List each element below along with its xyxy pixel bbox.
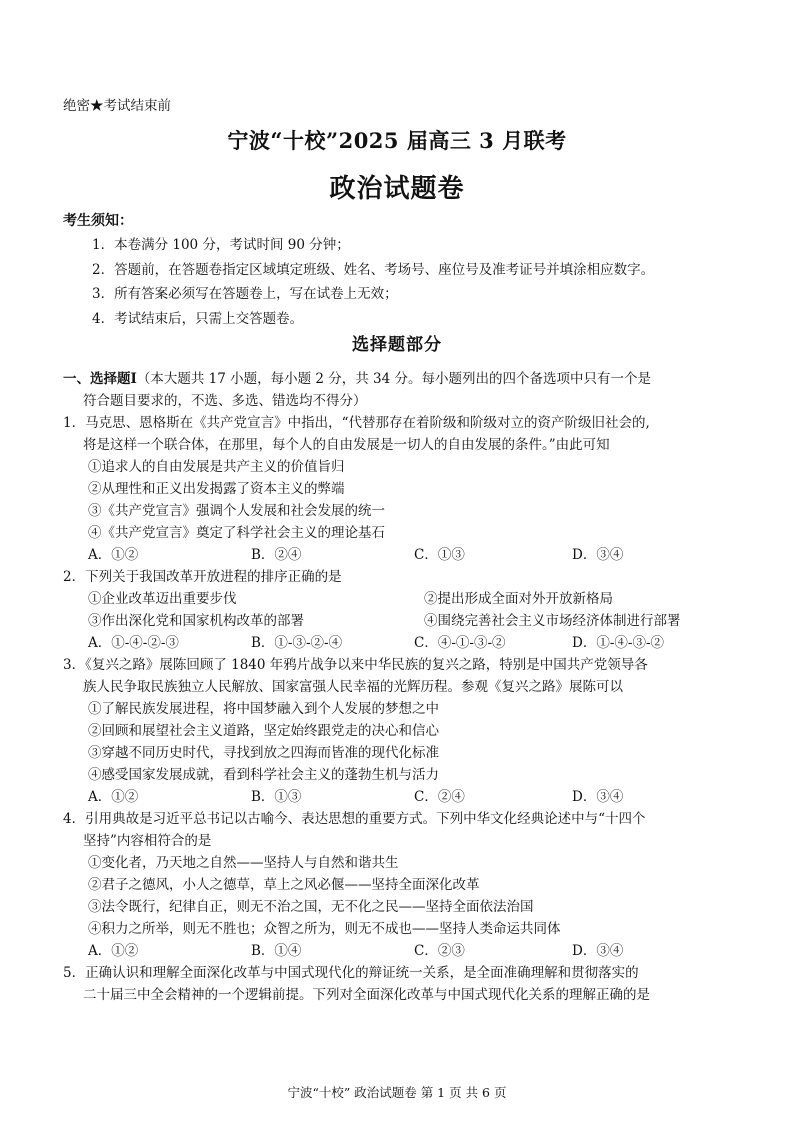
page-footer: 宁波“十校” 政治试题卷 第 1 页 共 6 页 bbox=[287, 1085, 507, 1100]
statement: ②提出形成全面对外开放新格局 bbox=[424, 591, 613, 607]
choice-a: A．①② bbox=[88, 547, 139, 563]
question-stem: 族人民争取民族独立人民解放、国家富强人民幸福的光辉历程。参观《复兴之路》展陈可以 bbox=[83, 679, 623, 695]
choice-d: D．③④ bbox=[572, 547, 624, 563]
notice-heading: 考生须知： bbox=[63, 213, 133, 229]
statement: ①了解民族发展进程，将中国梦融入到个人发展的梦想之中 bbox=[88, 701, 439, 717]
statement: ③《共产党宣言》强调个人发展和社会发展的统一 bbox=[88, 503, 385, 519]
question-stem: 3．《复兴之路》展陈回顾了 1840 年鸦片战争以来中华民族的复兴之路，特别是中国共产党领导各 bbox=[63, 657, 648, 673]
section-title: 选择题部分 bbox=[352, 335, 442, 355]
choice-d: D．①-④-③-② bbox=[572, 635, 665, 651]
choice-d: D．③④ bbox=[572, 943, 624, 959]
question-4 bbox=[63, 808, 743, 962]
exam-title: 宁波“十校”2025 届高三 3 月联考 bbox=[227, 128, 567, 153]
choice-a: A．①② bbox=[88, 789, 139, 805]
statement: ③穿越不同历史时代，寻找到放之四海而皆准的现代化标准 bbox=[88, 745, 439, 761]
question-stem: 二十届三中全会精神的一个逻辑前提。下列对全面深化改革与中国式现代化关系的理解正确的是 bbox=[83, 987, 650, 1003]
statement: ①追求人的自由发展是共产主义的价值旨归 bbox=[88, 459, 345, 475]
question-3 bbox=[63, 654, 743, 808]
notice-item: 3．所有答案必须写在答题卷上，写在试卷上无效； bbox=[92, 286, 398, 302]
statement: ②回顾和展望社会主义道路，坚定始终跟党走的决心和信心 bbox=[88, 723, 439, 739]
question-1 bbox=[63, 412, 743, 566]
choice-a: A．①② bbox=[88, 943, 139, 959]
notice-item: 4．考试结束后，只需上交答题卷。 bbox=[92, 310, 304, 327]
answer-choices bbox=[63, 632, 743, 654]
choice-b: B．①④ bbox=[251, 943, 302, 959]
paper-subtitle: 政治试题卷 bbox=[329, 174, 465, 204]
choice-b: B．①③ bbox=[251, 789, 302, 805]
choice-d: D．③④ bbox=[572, 789, 624, 805]
part-instructions-line2: 符合题目要求的，不选、多选、错选均不得分） bbox=[83, 393, 367, 409]
statement: ②从理性和正义出发揭露了资本主义的弊端 bbox=[88, 481, 345, 497]
choice-a: A．①-④-②-③ bbox=[88, 635, 179, 651]
answer-choices bbox=[63, 940, 743, 962]
choice-c: C．②③ bbox=[414, 943, 465, 959]
question-stem: 坚持”内容相符合的是 bbox=[83, 833, 212, 849]
statement: ④感受国家发展成就，看到科学社会主义的蓬勃生机与活力 bbox=[88, 767, 439, 783]
notice-list bbox=[92, 233, 654, 331]
part-instructions bbox=[63, 368, 651, 390]
statement-row bbox=[63, 610, 743, 632]
answer-choices bbox=[63, 786, 743, 808]
notice-item: 1．本卷满分 100 分，考试时间 90 分钟； bbox=[92, 237, 350, 253]
question-stem: 4．引用典故是习近平总书记以古喻今、表达思想的重要方式。下列中华文化经典论述中与“十四个 bbox=[63, 811, 646, 827]
question-stem: 5．正确认识和理解全面深化改革与中国式现代化的辩证统一关系，是全面准确理解和贯彻落实的 bbox=[63, 965, 639, 981]
statement: ④《共产党宣言》奠定了科学社会主义的理论基石 bbox=[88, 525, 385, 541]
statement: ①变化者，乃天地之自然——坚持人与自然和谐共生 bbox=[88, 855, 399, 871]
statement: ②君子之德风，小人之德草，草上之风必偃——坚持全面深化改革 bbox=[88, 877, 480, 893]
question-2 bbox=[63, 566, 743, 654]
choice-c: C．④-①-③-② bbox=[414, 635, 506, 651]
choice-c: C．①③ bbox=[414, 547, 465, 563]
question-5 bbox=[63, 962, 743, 1006]
question-stem: 1．马克思、恩格斯在《共产党宣言》中指出，“代替那存在着阶级和阶级对立的资产阶级旧社会的, bbox=[63, 415, 650, 431]
part-instructions-line1: （本大题共 17 小题，每小题 2 分，共 34 分。每小题列出的四个备选项中只有一个是 bbox=[136, 371, 652, 387]
statement: ③法令既行，纪律自正，则无不治之国，无不化之民——坚持全面依法治国 bbox=[88, 899, 534, 915]
statement: ④积力之所举，则无不胜也；众智之所为，则无不成也——坚持人类命运共同体 bbox=[88, 921, 561, 937]
confidential-label: 绝密★考试结束前 bbox=[63, 98, 171, 114]
answer-choices bbox=[63, 544, 743, 566]
choice-c: C．②④ bbox=[414, 789, 465, 805]
part-label: 一、选择题Ⅰ bbox=[63, 371, 137, 387]
question-stem: 2．下列关于我国改革开放进程的排序正确的是 bbox=[63, 569, 342, 585]
notice-item: 2．答题前，在答题卷指定区域填定班级、姓名、考场号、座位号及准考证号并填涂相应数字。 bbox=[92, 261, 655, 278]
question-stem: 将是这样一个联合体，在那里，每个人的自由发展是一切人的自由发展的条件。”由此可知 bbox=[83, 437, 610, 453]
statement: ①企业改革迈出重要步伐 bbox=[88, 591, 237, 607]
statement-row bbox=[63, 588, 743, 610]
statement: ③作出深化党和国家机构改革的部署 bbox=[88, 613, 304, 629]
choice-b: B．②④ bbox=[251, 547, 302, 563]
choice-b: B．①-③-②-④ bbox=[251, 635, 343, 651]
statement: ④围绕完善社会主义市场经济体制进行部署 bbox=[424, 613, 681, 629]
